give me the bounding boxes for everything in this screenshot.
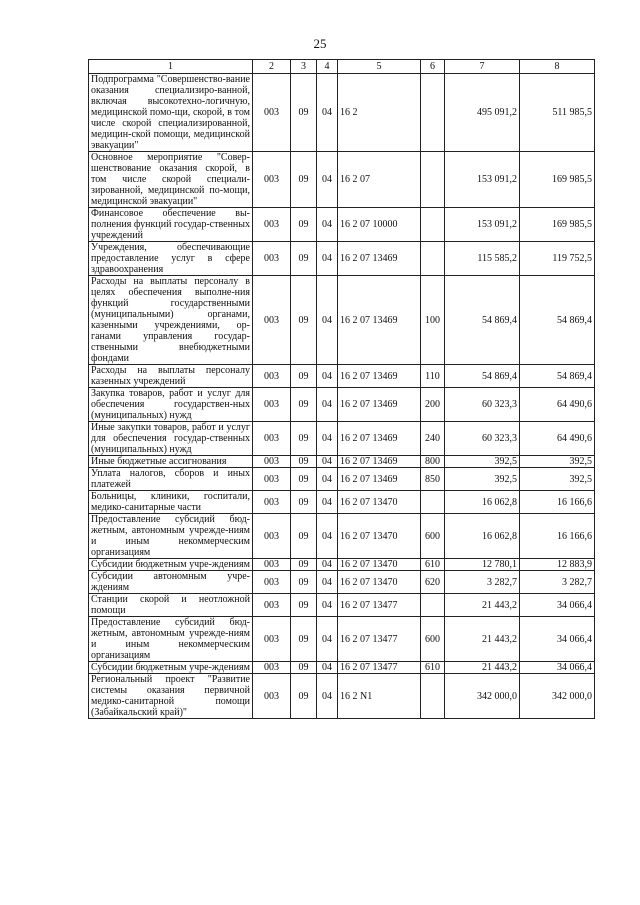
row-admin-code: 003 bbox=[253, 514, 291, 559]
row-amount-col7: 392,5 bbox=[445, 456, 520, 468]
row-expense-type bbox=[421, 674, 445, 719]
row-amount-col7: 495 091,2 bbox=[445, 74, 520, 152]
row-target-article: 16 2 N1 bbox=[338, 674, 421, 719]
header-col-7: 7 bbox=[445, 60, 520, 74]
row-amount-col8: 12 883,9 bbox=[520, 559, 595, 571]
row-amount-col8: 16 166,6 bbox=[520, 491, 595, 514]
row-target-article: 16 2 bbox=[338, 74, 421, 152]
header-row bbox=[89, 60, 595, 74]
row-amount-col8: 34 066,4 bbox=[520, 662, 595, 674]
row-admin-code: 003 bbox=[253, 365, 291, 388]
row-admin-code: 003 bbox=[253, 388, 291, 422]
row-amount-col8: 54 869,4 bbox=[520, 365, 595, 388]
row-subsection-code: 04 bbox=[317, 559, 338, 571]
table-row bbox=[89, 276, 595, 365]
row-section-code: 09 bbox=[291, 422, 317, 456]
row-admin-code: 003 bbox=[253, 491, 291, 514]
row-target-article: 16 2 07 13477 bbox=[338, 662, 421, 674]
page-number: 25 bbox=[313, 36, 327, 51]
row-expense-type: 110 bbox=[421, 365, 445, 388]
row-expense-type bbox=[421, 208, 445, 242]
row-admin-code: 003 bbox=[253, 571, 291, 594]
row-expense-type: 240 bbox=[421, 422, 445, 456]
row-name: Региональный проект "Развитие системы оказания первичной медико-санитарной помощи (Забайкальский край)" bbox=[89, 674, 253, 719]
row-amount-col8: 3 282,7 bbox=[520, 571, 595, 594]
row-admin-code: 003 bbox=[253, 662, 291, 674]
table-row bbox=[89, 594, 595, 617]
row-subsection-code: 04 bbox=[317, 571, 338, 594]
table-row bbox=[89, 152, 595, 208]
row-admin-code: 003 bbox=[253, 242, 291, 276]
row-subsection-code: 04 bbox=[317, 456, 338, 468]
row-target-article: 16 2 07 13469 bbox=[338, 468, 421, 491]
row-expense-type bbox=[421, 594, 445, 617]
row-section-code: 09 bbox=[291, 74, 317, 152]
row-admin-code: 003 bbox=[253, 617, 291, 662]
row-amount-col7: 342 000,0 bbox=[445, 674, 520, 719]
row-amount-col8: 392,5 bbox=[520, 468, 595, 491]
row-name: Финансовое обеспечение вы-полнения функций государ-ственных учреждений bbox=[89, 208, 253, 242]
table-row bbox=[89, 365, 595, 388]
header-col-6: 6 bbox=[421, 60, 445, 74]
header-col-3: 3 bbox=[291, 60, 317, 74]
row-name: Расходы на выплаты персоналу в целях обеспечения выполне-ния функций государственными (муниципальными) органами, казенными учреждениями, ор-ганами управления государ-ственными внебюджетными фондами bbox=[89, 276, 253, 365]
row-admin-code: 003 bbox=[253, 456, 291, 468]
row-expense-type: 850 bbox=[421, 468, 445, 491]
row-expense-type: 800 bbox=[421, 456, 445, 468]
row-section-code: 09 bbox=[291, 365, 317, 388]
row-name: Субсидии бюджетным учре-ждениям bbox=[89, 559, 253, 571]
row-amount-col8: 169 985,5 bbox=[520, 208, 595, 242]
row-expense-type: 600 bbox=[421, 617, 445, 662]
row-subsection-code: 04 bbox=[317, 152, 338, 208]
row-amount-col8: 64 490,6 bbox=[520, 422, 595, 456]
header-col-4: 4 bbox=[317, 60, 338, 74]
row-expense-type bbox=[421, 491, 445, 514]
row-section-code: 09 bbox=[291, 571, 317, 594]
row-amount-col8: 64 490,6 bbox=[520, 388, 595, 422]
row-name: Больницы, клиники, госпитали, медико-санитарные части bbox=[89, 491, 253, 514]
row-amount-col7: 16 062,8 bbox=[445, 491, 520, 514]
row-amount-col7: 3 282,7 bbox=[445, 571, 520, 594]
header-col-5: 5 bbox=[338, 60, 421, 74]
row-admin-code: 003 bbox=[253, 559, 291, 571]
row-section-code: 09 bbox=[291, 242, 317, 276]
row-target-article: 16 2 07 13469 bbox=[338, 388, 421, 422]
row-section-code: 09 bbox=[291, 152, 317, 208]
row-amount-col7: 12 780,1 bbox=[445, 559, 520, 571]
header-col-8: 8 bbox=[520, 60, 595, 74]
row-expense-type: 600 bbox=[421, 514, 445, 559]
row-section-code: 09 bbox=[291, 674, 317, 719]
row-subsection-code: 04 bbox=[317, 468, 338, 491]
row-amount-col8: 342 000,0 bbox=[520, 674, 595, 719]
row-section-code: 09 bbox=[291, 594, 317, 617]
row-name: Субсидии автономным учре-ждениям bbox=[89, 571, 253, 594]
row-name: Закупка товаров, работ и услуг для обеспечения государствен-ных (муниципальных) нужд bbox=[89, 388, 253, 422]
row-target-article: 16 2 07 13477 bbox=[338, 594, 421, 617]
row-target-article: 16 2 07 13469 bbox=[338, 456, 421, 468]
row-admin-code: 003 bbox=[253, 594, 291, 617]
table-row bbox=[89, 559, 595, 571]
row-name: Подпрограмма "Совершенство-вание оказания специализиро-ванной, включая высокотехно-логичную, медицинской помо-щи, скорой, в том числе скорой специализированной, медицин-ской помощи, медицинской эвакуации" bbox=[89, 74, 253, 152]
row-amount-col8: 34 066,4 bbox=[520, 594, 595, 617]
row-expense-type: 200 bbox=[421, 388, 445, 422]
budget-table bbox=[88, 59, 595, 719]
table-row bbox=[89, 388, 595, 422]
table-row bbox=[89, 571, 595, 594]
table-row bbox=[89, 674, 595, 719]
row-admin-code: 003 bbox=[253, 422, 291, 456]
row-name: Основное мероприятие "Совер-шенствование оказания скорой, в том числе скорой специали-зированной, медицинской по-мощи, медицинской эвакуации" bbox=[89, 152, 253, 208]
row-name: Предоставление субсидий бюд-жетным, автономным учрежде-ниям и иным некоммерческим организациям bbox=[89, 514, 253, 559]
row-section-code: 09 bbox=[291, 662, 317, 674]
row-expense-type: 610 bbox=[421, 662, 445, 674]
row-section-code: 09 bbox=[291, 514, 317, 559]
row-target-article: 16 2 07 13470 bbox=[338, 514, 421, 559]
row-subsection-code: 04 bbox=[317, 208, 338, 242]
row-subsection-code: 04 bbox=[317, 74, 338, 152]
row-amount-col7: 60 323,3 bbox=[445, 388, 520, 422]
table-row bbox=[89, 208, 595, 242]
table-row bbox=[89, 74, 595, 152]
table-row bbox=[89, 617, 595, 662]
row-amount-col7: 54 869,4 bbox=[445, 365, 520, 388]
row-target-article: 16 2 07 13470 bbox=[338, 571, 421, 594]
row-subsection-code: 04 bbox=[317, 514, 338, 559]
row-subsection-code: 04 bbox=[317, 674, 338, 719]
row-admin-code: 003 bbox=[253, 674, 291, 719]
row-section-code: 09 bbox=[291, 491, 317, 514]
row-subsection-code: 04 bbox=[317, 491, 338, 514]
row-admin-code: 003 bbox=[253, 276, 291, 365]
table-row bbox=[89, 514, 595, 559]
table-row bbox=[89, 662, 595, 674]
row-amount-col7: 54 869,4 bbox=[445, 276, 520, 365]
row-subsection-code: 04 bbox=[317, 242, 338, 276]
row-target-article: 16 2 07 13469 bbox=[338, 365, 421, 388]
row-name: Расходы на выплаты персоналу казенных учреждений bbox=[89, 365, 253, 388]
row-amount-col7: 21 443,2 bbox=[445, 594, 520, 617]
row-target-article: 16 2 07 13477 bbox=[338, 617, 421, 662]
row-amount-col8: 54 869,4 bbox=[520, 276, 595, 365]
row-target-article: 16 2 07 13469 bbox=[338, 276, 421, 365]
header-col-1: 1 bbox=[89, 60, 253, 74]
row-name: Иные бюджетные ассигнования bbox=[89, 456, 253, 468]
header-col-2: 2 bbox=[253, 60, 291, 74]
row-target-article: 16 2 07 13469 bbox=[338, 422, 421, 456]
row-expense-type bbox=[421, 152, 445, 208]
row-subsection-code: 04 bbox=[317, 594, 338, 617]
row-amount-col8: 169 985,5 bbox=[520, 152, 595, 208]
row-subsection-code: 04 bbox=[317, 422, 338, 456]
row-amount-col7: 21 443,2 bbox=[445, 662, 520, 674]
row-expense-type: 610 bbox=[421, 559, 445, 571]
row-subsection-code: 04 bbox=[317, 388, 338, 422]
row-expense-type bbox=[421, 242, 445, 276]
row-target-article: 16 2 07 13470 bbox=[338, 491, 421, 514]
row-amount-col7: 115 585,2 bbox=[445, 242, 520, 276]
row-amount-col8: 16 166,6 bbox=[520, 514, 595, 559]
row-subsection-code: 04 bbox=[317, 365, 338, 388]
row-subsection-code: 04 bbox=[317, 617, 338, 662]
row-amount-col7: 21 443,2 bbox=[445, 617, 520, 662]
row-target-article: 16 2 07 13470 bbox=[338, 559, 421, 571]
row-admin-code: 003 bbox=[253, 468, 291, 491]
row-name: Уплата налогов, сборов и иных платежей bbox=[89, 468, 253, 491]
row-amount-col7: 153 091,2 bbox=[445, 208, 520, 242]
row-section-code: 09 bbox=[291, 208, 317, 242]
row-amount-col7: 60 323,3 bbox=[445, 422, 520, 456]
row-amount-col8: 34 066,4 bbox=[520, 617, 595, 662]
row-section-code: 09 bbox=[291, 456, 317, 468]
row-subsection-code: 04 bbox=[317, 276, 338, 365]
row-expense-type: 620 bbox=[421, 571, 445, 594]
row-name: Станции скорой и неотложной помощи bbox=[89, 594, 253, 617]
row-expense-type: 100 bbox=[421, 276, 445, 365]
table-row bbox=[89, 491, 595, 514]
row-section-code: 09 bbox=[291, 276, 317, 365]
row-expense-type bbox=[421, 74, 445, 152]
row-subsection-code: 04 bbox=[317, 662, 338, 674]
row-section-code: 09 bbox=[291, 559, 317, 571]
row-target-article: 16 2 07 13469 bbox=[338, 242, 421, 276]
row-target-article: 16 2 07 10000 bbox=[338, 208, 421, 242]
row-amount-col7: 153 091,2 bbox=[445, 152, 520, 208]
table-row bbox=[89, 422, 595, 456]
row-name: Субсидии бюджетным учре-ждениям bbox=[89, 662, 253, 674]
row-name: Учреждения, обеспечивающие предоставление услуг в сфере здравоохранения bbox=[89, 242, 253, 276]
row-admin-code: 003 bbox=[253, 152, 291, 208]
row-amount-col8: 119 752,5 bbox=[520, 242, 595, 276]
row-section-code: 09 bbox=[291, 468, 317, 491]
row-name: Иные закупки товаров, работ и услуг для обеспечения государ-ственных (муниципальных) нужд bbox=[89, 422, 253, 456]
row-section-code: 09 bbox=[291, 388, 317, 422]
row-section-code: 09 bbox=[291, 617, 317, 662]
row-name: Предоставление субсидий бюд-жетным, автономным учрежде-ниям и иным некоммерческим организациям bbox=[89, 617, 253, 662]
row-amount-col8: 511 985,5 bbox=[520, 74, 595, 152]
row-amount-col8: 392,5 bbox=[520, 456, 595, 468]
row-admin-code: 003 bbox=[253, 208, 291, 242]
table-row bbox=[89, 242, 595, 276]
row-amount-col7: 16 062,8 bbox=[445, 514, 520, 559]
table-row bbox=[89, 468, 595, 491]
row-amount-col7: 392,5 bbox=[445, 468, 520, 491]
row-admin-code: 003 bbox=[253, 74, 291, 152]
row-target-article: 16 2 07 bbox=[338, 152, 421, 208]
table-row bbox=[89, 456, 595, 468]
